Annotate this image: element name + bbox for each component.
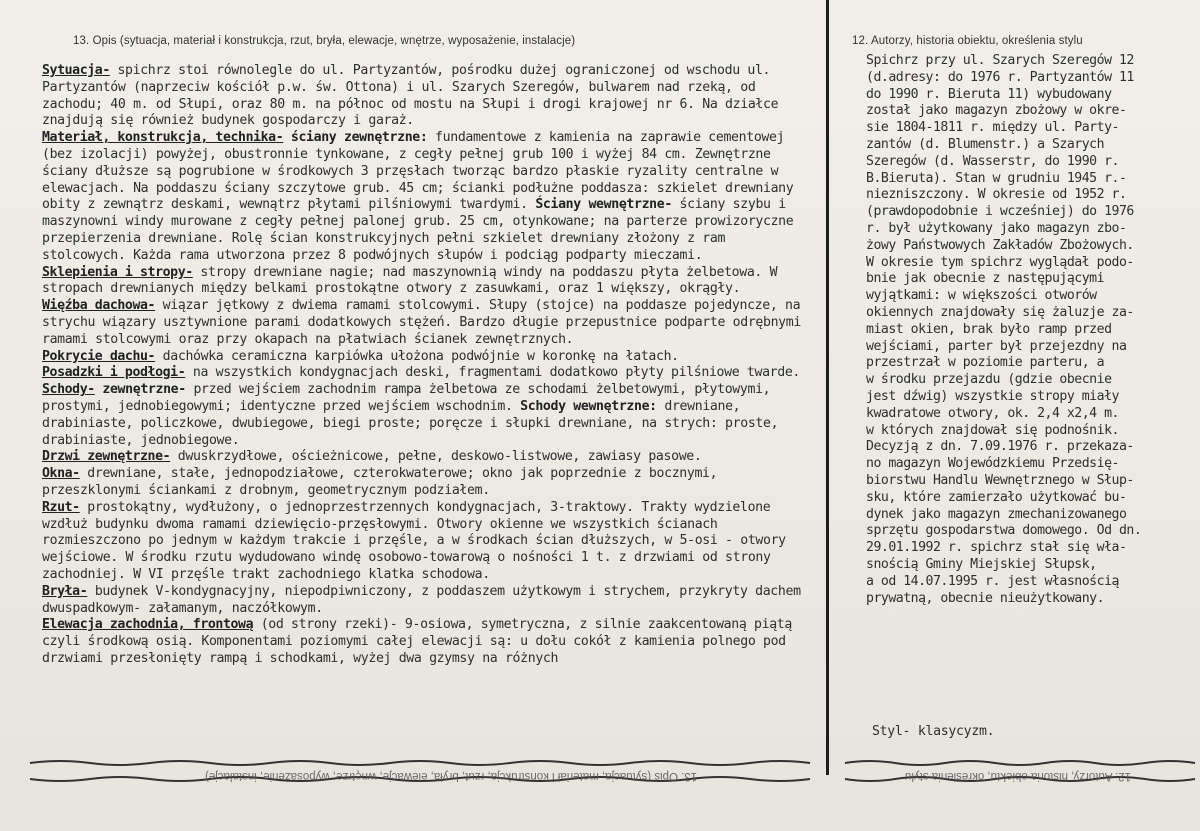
history-line: wejściami, parter był przejezdny na (866, 338, 1127, 354)
history-line: wyjątkami: w większości otworów (866, 288, 1097, 304)
description-section (42, 449, 812, 466)
history-line: snością Gminy Miejskiej Słupsk, (866, 556, 1097, 572)
section-subheading: ściany zewnętrzne: (283, 130, 428, 146)
history-line: okiennych znajdowały się żaluzje za- (866, 304, 1134, 320)
history-line: żowy Państwowych Zakładów Zbożowych. (866, 237, 1134, 253)
description-column (42, 63, 812, 668)
section-text: dwuskrzydłowe, ościeżnicowe, pełne, deskowo-listwowe, zawiasy pasowe. (170, 449, 702, 465)
history-line: zantów (d. Blumenstr.) a Szarych (866, 136, 1105, 152)
section-text: drewniane, drabiniaste, policzkowe, dwubiegowe, biegi proste; poręcze i słupki drewniane, na strych: proste, drabiniaste, jednobiegowe. (42, 398, 779, 448)
history-line: bnie jak obecnie z następującymi (866, 271, 1105, 287)
section-text: dachówka ceramiczna karpiówka ułożona podwójnie w koronkę na łatach. (155, 348, 679, 364)
history-line: niezniszczony. W okresie od 1952 r. (866, 187, 1127, 203)
history-line: no magazyn Wojewódzkiemu Przedsię- (866, 456, 1119, 472)
description-section (42, 617, 812, 667)
history-column (866, 53, 1196, 607)
section-heading: Okna- (42, 466, 80, 482)
history-line: do 1990 r. Bieruta 11) wybudowany (866, 86, 1112, 102)
history-line: w których znajdował się podnośnik. (866, 422, 1119, 438)
section-heading: Schody- (42, 382, 95, 398)
history-line: (d.adresy: do 1976 r. Partyzantów 11 (866, 69, 1134, 85)
description-section (42, 382, 812, 449)
section-subheading: Schody wewnętrzne: (520, 398, 657, 414)
history-line: został jako magazyn zbożowy w okre- (866, 103, 1127, 119)
history-line: kwadratowe otwory, ok. 2,4 x2,4 m. (866, 405, 1119, 421)
mirrored-header-right: 12. Autorzy, historia obiektu, określenia stylu (905, 770, 1132, 782)
section-heading: Pokrycie dachu- (42, 348, 156, 364)
section-text: wiązar jętkowy z dwiema ramami stolcowymi. Słupy (stojce) na poddasze pojedyncze, na strychu wiązary usztywnione parami dodatkowych stężeń. Bardzo długie przepustnice podparte odrębnymi ramami stolcowymi oraz przy okapach na płatwiach ścianek zewnętrznych. (42, 298, 801, 347)
description-section (42, 584, 812, 618)
section-heading: Bryła- (42, 583, 88, 599)
description-section (42, 466, 812, 500)
section-text: przed wejściem zachodnim rampa żelbetowa ze schodami żelbetowymi, płytowymi, prostymi, jednobiegowymi; identyczne przed wejściem wschodnim. (42, 382, 771, 414)
description-header: 13. Opis (sytuacja, materiał i konstrukcja, rzut, bryła, elewacje, wnętrze, wyposażenie, instalacje) (73, 35, 576, 47)
history-line: dynek jako magazyn zmechanizowanego (866, 506, 1127, 522)
section-heading: Materiał, konstrukcja, technika- (42, 130, 284, 146)
style-line: Styl- klasycyzm. (872, 724, 995, 739)
history-line: a od 14.07.1995 r. jest własnością (866, 573, 1119, 589)
mirrored-header-left: 13. Opis (sytuacja, materiał i konstrukcja, rzut, bryła, elewacje, wnętrze, wyposażenie, instalacje) (205, 770, 698, 782)
history-line: r. był użytkowany jako magazyn zbo- (866, 220, 1127, 236)
history-line: sku, które zamierzało użytkować bu- (866, 489, 1127, 505)
description-section (42, 265, 812, 299)
history-line: Decyzją z dn. 7.09.1976 r. przekaza- (866, 439, 1134, 455)
section-heading: Posadzki i podłogi- (42, 365, 186, 381)
section-text: drewniane, stałe, jednopodziałowe, czterokwaterowe; okno jak poprzednie z bocznymi, przeszklonymi ściankami z drobnym, geometrycznym podziałem. (42, 466, 718, 498)
history-line: biorstwu Handlu Wewnętrznego w Słup- (866, 472, 1134, 488)
description-section (42, 63, 812, 130)
section-text: fundamentowe z kamienia na zaprawie cementowej (bez izolacji) powyżej, obustronnie tynkowane, z cegły pełnej grub 100 i wyżej 84 cm. Zewnętrzne ściany dłuższe są pogrubione w środkowych 3 przęsłach tworząc bardzo płaskie ryzality centralne w elewacjach. Na poddaszu ściany szczytowe grub. 45 cm; ścianki podłużne poddasza: szkielet drewniany obity z zewnątrz deskami, wewnątrz płytami pilśniowymi twardymi. (42, 130, 794, 213)
history-line: W okresie tym spichrz wyglądał podo- (866, 254, 1134, 270)
section-text: prostokątny, wydłużony, o jednoprzestrzennych kondygnacjach, 3-traktowy. Trakty wydzielone wzdłuż budynku dwoma ramami dziewięcio-przęsłowymi. Otwory okienne we wszystkich ścianach rozmieszczono po jednym w każdym trakcie i przęśle, a w środkach ścian dłuższych, w 5-osi - otwory wejściowe. W środku rzutu wydudowano windę osobowo-towarową o nośności 1 t. z drzwiami od strony zachodniej. W VI przęśle trakt zachodniego klatka schodowa. (42, 499, 786, 582)
description-section (42, 500, 812, 584)
history-line: (prawdopodobnie i wcześniej) do 1976 (866, 204, 1134, 220)
section-heading: Elewacja zachodnia, frontową (42, 617, 254, 633)
section-text: na wszystkich kondygnacjach deski, fragmentami dodatkowo płyty pilśniowe twarde. (185, 365, 801, 381)
history-line: miast okien, brak było ramp przed (866, 321, 1112, 337)
section-text: stropy drewniane nagie; nad maszynownią windy na poddaszu płyta żelbetowa. W stropach drewnianych między belkami prostokątne otwory z zasuwkami, oraz 1 większy, okrągły. (42, 264, 778, 297)
description-section (42, 349, 812, 366)
column-divider (826, 0, 829, 775)
description-section (42, 298, 812, 348)
section-heading: Więźba dachowa- (42, 298, 156, 314)
section-subheading: zewnętrzne- (94, 382, 186, 398)
history-line: B.Bieruta). Stan w grudniu 1945 r.- (866, 170, 1127, 186)
history-line: 29.01.1992 r. spichrz stał się wła- (866, 540, 1127, 556)
section-heading: Rzut- (42, 499, 80, 515)
section-text: budynek V-kondygnacyjny, niepodpiwniczony, z poddaszem użytkowym i strychem, przykryty dachem dwuspadkowym- załamanym, naczółkowym. (42, 583, 801, 616)
history-line: Spichrz przy ul. Szarych Szeregów 12 (866, 53, 1134, 68)
history-header: 12. Autorzy, historia obiektu, określenia stylu (852, 35, 1083, 47)
history-line: sie 1804-1811 r. między ul. Party- (866, 120, 1119, 136)
history-line: jest dźwig) wszystkie stropy miały (866, 388, 1119, 404)
history-line: sprzętu gospodarstwa domowego. Od dn. (866, 523, 1142, 539)
section-subheading: Ściany wewnętrzne- (535, 197, 672, 213)
history-line: Szeregów (d. Wasserstr, do 1990 r. (866, 153, 1119, 169)
section-heading: Sytuacja- (42, 63, 110, 78)
section-text: (od strony rzeki)- 9-osiowa, symetryczna, z silnie zaakcentowaną piątą czyli środkową osią. Komponentami poziomymi całej elewacji są: u dołu cokół z kamienia polnego pod drzwiami przesłonięty rampą i schodkami, wyżej dwa gzymsy na różnych (42, 617, 792, 666)
history-line: przestrzał w poziomie parteru, a (866, 355, 1105, 371)
section-heading: Sklepienia i stropy- (42, 264, 193, 280)
description-section (42, 130, 812, 264)
section-text: ściany szybu i maszynowni windy murowane z cegły pełnej palonej grub. 25 cm, otynkowane; na parterze prowizoryczne przepierzenia drewniane. Rolę ścian konstrukcyjnych pełni szkielet drewniany złożony z ram stolcowych. Każda rama utworzona przez 8 podwójnych słupów i podciąg podparty mieczami. (42, 197, 794, 263)
section-text: spichrz stoi równolegle do ul. Partyzantów, pośrodku dużej ograniczonej od wschodu ul. Partyzantów (naprzeciw kościół p.w. św. Ottona) i ul. Szarych Szeregów, bulwarem nad rzeką, od zachodu; 40 m. od Słupi, oraz 80 m. na północ od mostu na Słupi i drogi krajowej nr 6. Na działce znajdują się również budynek gospodarczy i garaż. (42, 63, 779, 129)
section-heading: Drzwi zewnętrzne- (42, 449, 171, 465)
description-section (42, 365, 812, 382)
history-line: prywatną, obecnie nieużytkowany. (866, 590, 1105, 606)
history-line: w środku przejazdu (gdzie obecnie (866, 372, 1112, 388)
